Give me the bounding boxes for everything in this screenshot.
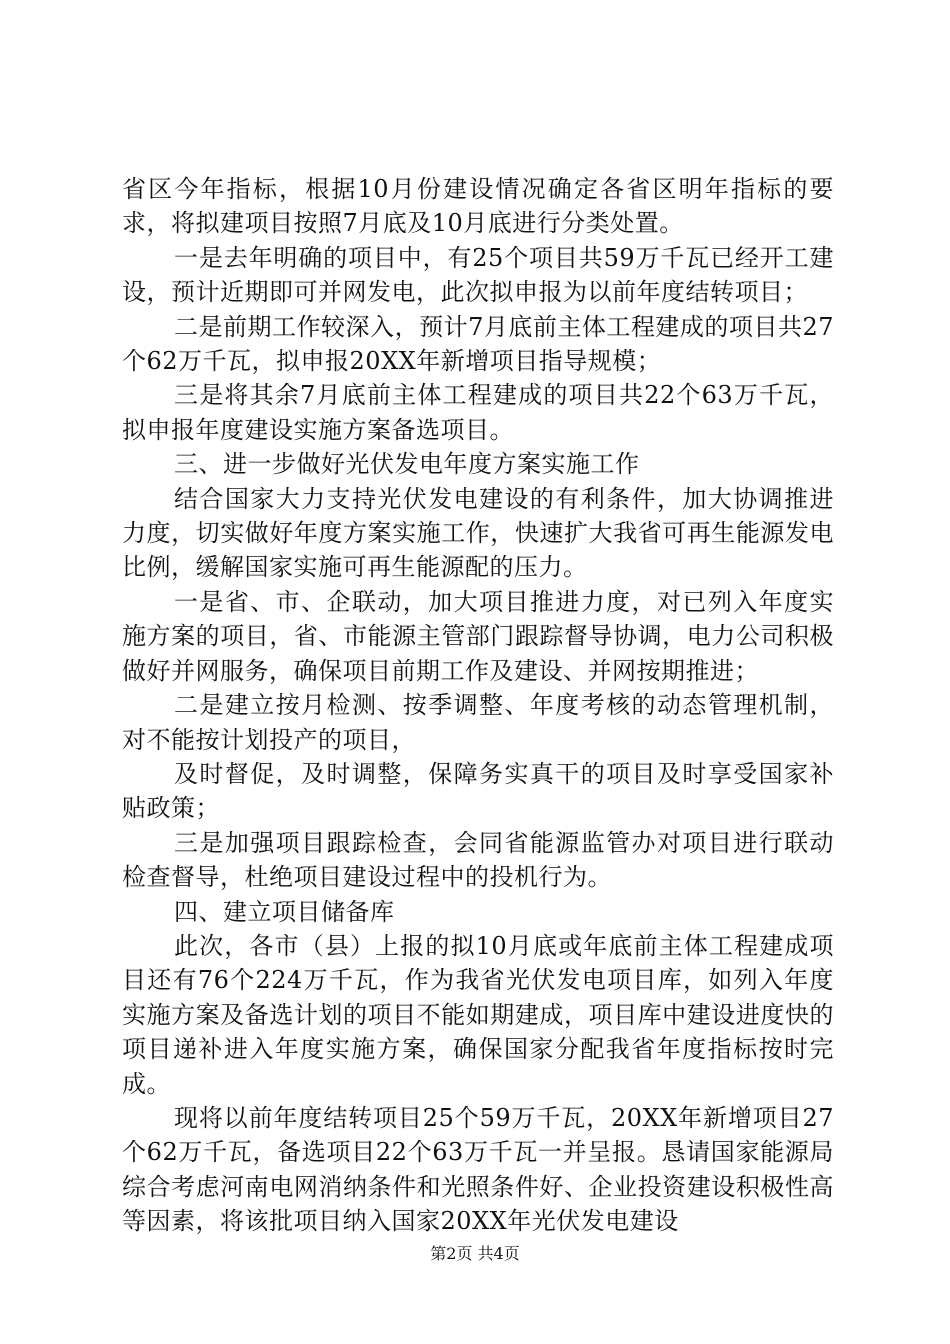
- page-footer: [0, 1243, 950, 1265]
- paragraph: 三是加强项目跟踪检查，会同省能源监管办对项目进行联动检查督导，杜绝项目建设过程中的投机行为。: [122, 828, 834, 892]
- paragraph: 三是将其余7月底前主体工程建成的项目共22个63万千瓦，拟申报年度建设实施方案备选项目。: [122, 381, 834, 444]
- paragraph: 一是省、市、企联动，加大项目推进力度，对已列入年度实施方案的项目，省、市能源主管部门跟踪督导协调，电力公司积极做好并网服务，确保项目前期工作及建设、并网按期推进；: [122, 587, 834, 685]
- section-heading: 三、进一步做好光伏发电年度方案实施工作: [174, 450, 640, 479]
- section-heading: 四、建立项目储备库: [174, 897, 395, 926]
- paragraph: 结合国家大力支持光伏发电建设的有利条件，加大协调推进力度，切实做好年度方案实施工作，快速扩大我省可再生能源发电比例，缓解国家实施可再生能源配的压力。: [122, 484, 834, 582]
- document-body: [122, 172, 834, 1239]
- paragraph: 一是去年明确的项目中，有25个项目共59万千瓦已经开工建设，预计近期即可并网发电，此次拟申报为以前年度结转项目；: [122, 243, 834, 307]
- paragraph: 现将以前年度结转项目25个59万千瓦，20XX年新增项目27个62万千瓦，备选项目22个63万千瓦一并呈报。恳请国家能源局综合考虑河南电网消纳条件和光照条件好、企业投资建设积极性高等因素，将该批项目纳入国家20XX年光伏发电建设: [122, 1103, 834, 1236]
- paragraph: 省区今年指标，根据10月份建设情况确定各省区明年指标的要求，将拟建项目按照7月底及10月底进行分类处置。: [122, 175, 834, 238]
- page-number-label: 第2页 共4页: [430, 1244, 520, 1263]
- paragraph: 此次，各市（县）上报的拟10月底或年底前主体工程建成项目还有76个224万千瓦，作为我省光伏发电项目库，如列入年度实施方案及备选计划的项目不能如期建成，项目库中建设进度快的项目递补进入年度实施方案，确保国家分配我省年度指标按时完成。: [122, 931, 834, 1098]
- paragraph: 二是前期工作较深入，预计7月底前主体工程建成的项目共27个62万千瓦，拟申报20XX年新增项目指导规模；: [122, 312, 834, 376]
- paragraph: 二是建立按月检测、按季调整、年度考核的动态管理机制，对不能按计划投产的项目，: [122, 691, 834, 754]
- paragraph: 及时督促，及时调整，保障务实真干的项目及时享受国家补贴政策；: [122, 759, 834, 823]
